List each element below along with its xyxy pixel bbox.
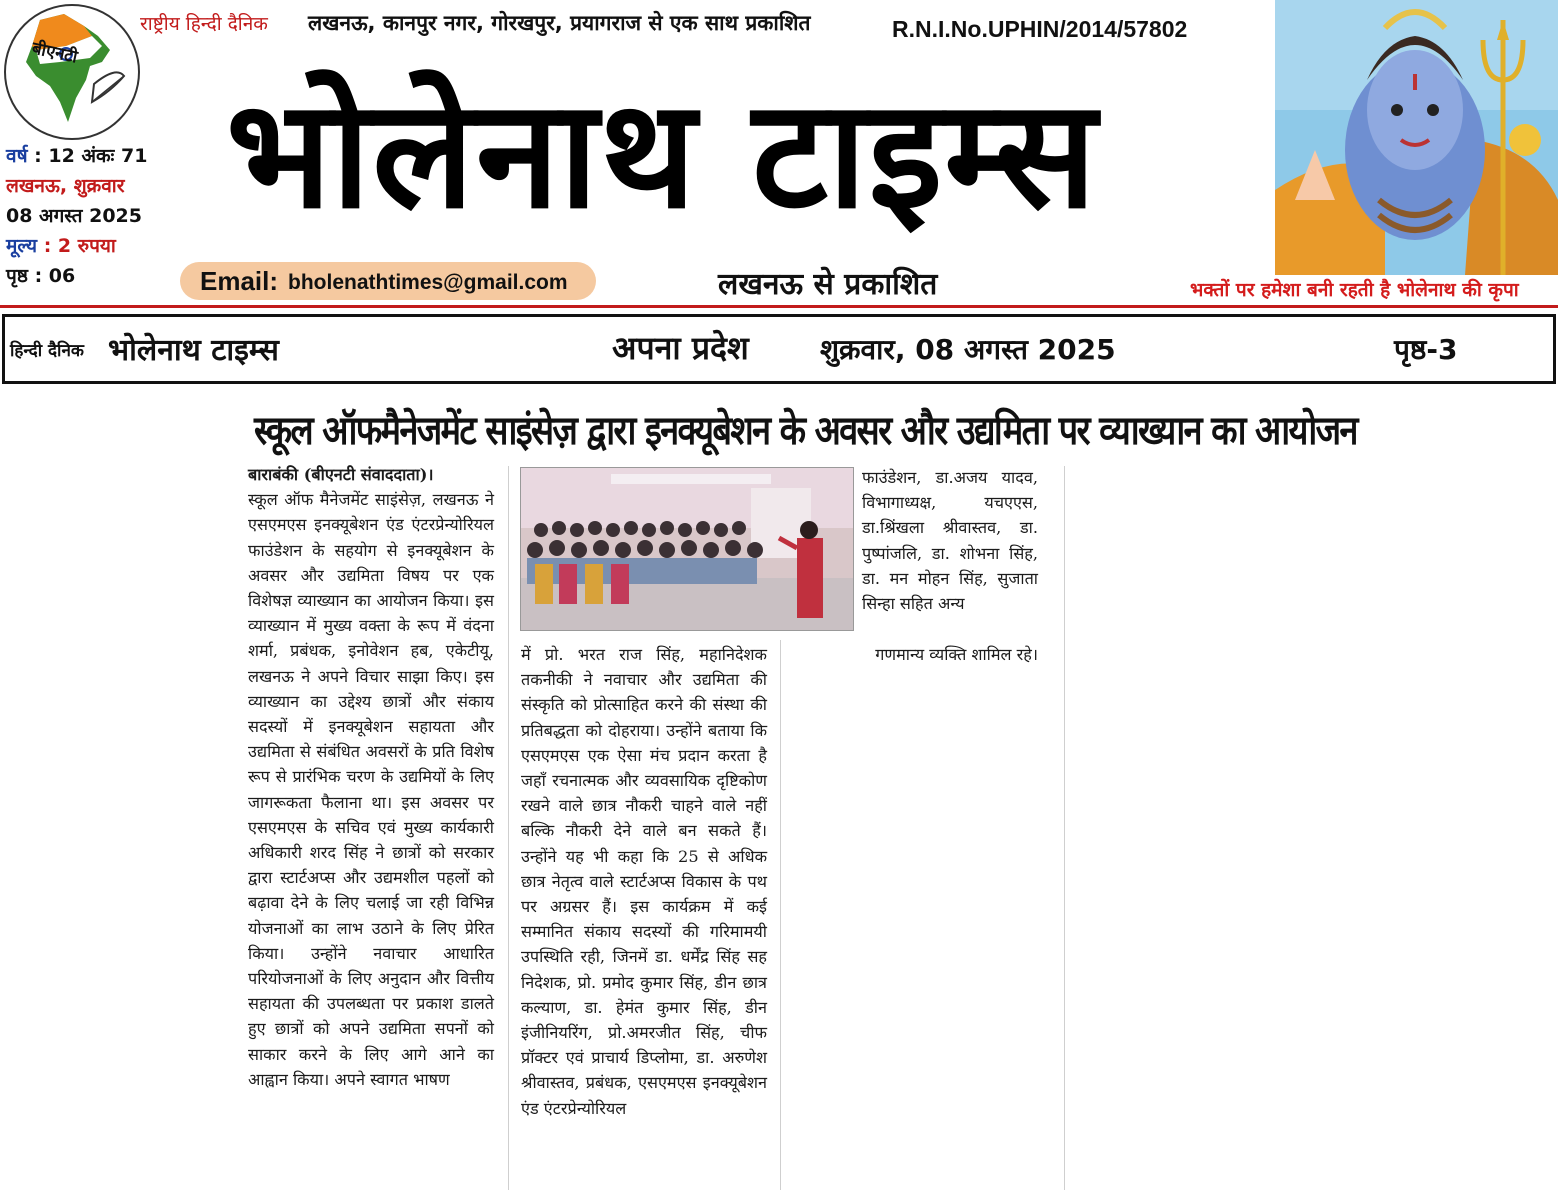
place-day: लखनऊ, शुक्रवार [6,175,125,197]
page-header-paper-name: भोलेनाथ टाइम्स [108,333,279,368]
article-column-3: फाउंडेशन, डा.अजय यादव, विभागाध्यक्ष, यचएएस, डा.श्रिंखला श्रीवास्तव, डा. पुष्पांजलि, डा. शोभना सिंह, डा. मन मोहन सिंह, सुजाता सिन्हा सहित अन्य [862,468,1038,614]
column-divider [780,640,781,1190]
publication-cities: लखनऊ, कानपुर नगर, गोरखपुर, प्रयागराज से एक साथ प्रकाशित [308,11,811,35]
price [6,232,116,258]
article-column-1 [248,462,494,1092]
email-address: bholenathtimes@gmail.com [288,271,568,294]
page-header-paper-type: हिन्दी दैनिक [10,341,84,361]
article-photo [520,467,854,631]
page-header-section: अपना प्रदेश [612,329,749,367]
newspaper-logo [4,4,140,140]
email-badge [180,262,596,300]
lecture-hall-photo-icon [521,468,853,630]
volume-value: : 12 अंकः 71 [34,145,148,167]
column-divider [1064,466,1065,1190]
logo-text: बीएनटी [30,38,80,68]
deity-image [1275,0,1558,275]
price-label: मूल्य [6,235,38,257]
newspaper-title: भोलेनाथ टाइम्स [226,68,1099,242]
volume-issue [6,142,147,168]
article-dateline: बाराबंकी (बीएनटी संवाददाता)। [248,465,434,484]
shiva-illustration-icon [1275,0,1558,275]
issue-date: 08 अगस्त 2025 [6,205,142,227]
volume-label: वर्ष [6,145,28,167]
rni-number: R.N.I.No.UPHIN/2014/57802 [892,16,1188,42]
article-column-3-closing: गणमान्य व्यक्ति शामिल रहे। [875,645,1038,664]
deity-caption: भक्तों पर हमेशा बनी रहती है भोलेनाथ की कृपा [1190,279,1519,301]
tagline: राष्ट्रीय हिन्दी दैनिक [140,13,268,35]
article-column-1-text: स्कूल ऑफ मैनेजमेंट साइंसेज़, लखनऊ ने एसएमएस इनक्यूबेशन एंड एंटरप्रेन्योरियल फाउंडेशन के सहयोग से इनक्यूबेशन के अवसर और उद्यमिता विषय पर एक विशेषज्ञ व्याख्यान का आयोजन किया। इस व्याख्यान में मुख्य वक्ता के रूप में वंदना शर्मा, प्रबंधक, इनोवेशन हब, एकेटीयू, लखनऊ ने अपने विचार साझा किए। इस व्याख्यान का उद्देश्य छात्रों और संकाय सदस्यों में इनक्यूबेशन सहायता और उद्यमिता से संबंधित अवसरों के प्रति विशेष रूप से प्रारंभिक चरण के उद्यमियों के लिए जागरूकता फैलाना था। इस अवसर पर एसएमएस के सचिव एवं मुख्य कार्यकारी अधिकारी शरद सिंह ने छात्रों को सरकार द्वारा स्टार्टअप्स और उद्यमशील पहलों को बढ़ावा देने के लिए चलाई जा रही विभिन्न योजनाओं का लाभ उठाने के लिए प्रेरित किया। उन्होंने नवाचार आधारित परियोजनाओं के लिए अनुदान और वित्तीय सहायता की उपलब्धता पर प्रकाश डालते हुए छात्रों को अपने उद्यमिता सपनों को साकार करने के लिए आगे आने का आह्वान किया। अपने स्वागत भाषण [248,490,494,1089]
page-header-date: शुक्रवार, 08 अगस्त 2025 [820,333,1116,366]
article-headline: स्कूल ऑफमैनेजमेंट साइंसेज़ द्वारा इनक्यूबेशन के अवसर और उद्यमिता पर व्याख्यान का आयोजन [254,408,1357,454]
masthead-divider [0,305,1558,308]
email-label: Email: [200,266,279,296]
page-header-page-number: पृष्ठ-3 [1394,333,1458,366]
page-count: पृष्ठ : 06 [6,265,76,287]
price-value: : 2 रुपया [43,235,116,257]
column-divider [508,466,509,1190]
article-column-2: में प्रो. भरत राज सिंह, महानिदेशक तकनीकी ने नवाचार और उद्यमिता की संस्कृति को प्रोत्साहित करने की संस्था की प्रतिबद्धता को दोहराया। उन्होंने बताया कि एसएमएस एक ऐसा मंच प्रदान करता है जहाँ रचनात्मक और व्यवसायिक दृष्टिकोण रखने वाले छात्र नौकरी चाहने वाले नहीं बल्कि नौकरी देने वाले बन सकते हैं। उन्होंने यह भी कहा कि 25 से अधिक छात्र नेतृत्व वाले स्टार्टअप्स विकास के पथ पर अग्रसर हैं। इस कार्यक्रम में कई सम्मानित संकाय सदस्यों की गरिमामयी उपस्थिति रही, जिनमें डा. धर्मेंद्र सिंह सह निदेशक, प्रो. प्रमोद कुमार सिंह, डीन छात्र कल्याण, डा. हेमंत कुमार सिंह, डीन इंजीनियरिंग, प्रो.अमरजीत सिंह, चीफ प्रॉक्टर एवं प्राचार्य डिप्लोमा, डा. अरुणेश श्रीवास्तव, प्रबंधक, एसएमएस इनक्यूबेशन एंड एंटरप्रेन्योरियल [521,645,767,1118]
india-map-logo-icon [6,6,138,138]
published-from: लखनऊ से प्रकाशित [718,267,938,302]
